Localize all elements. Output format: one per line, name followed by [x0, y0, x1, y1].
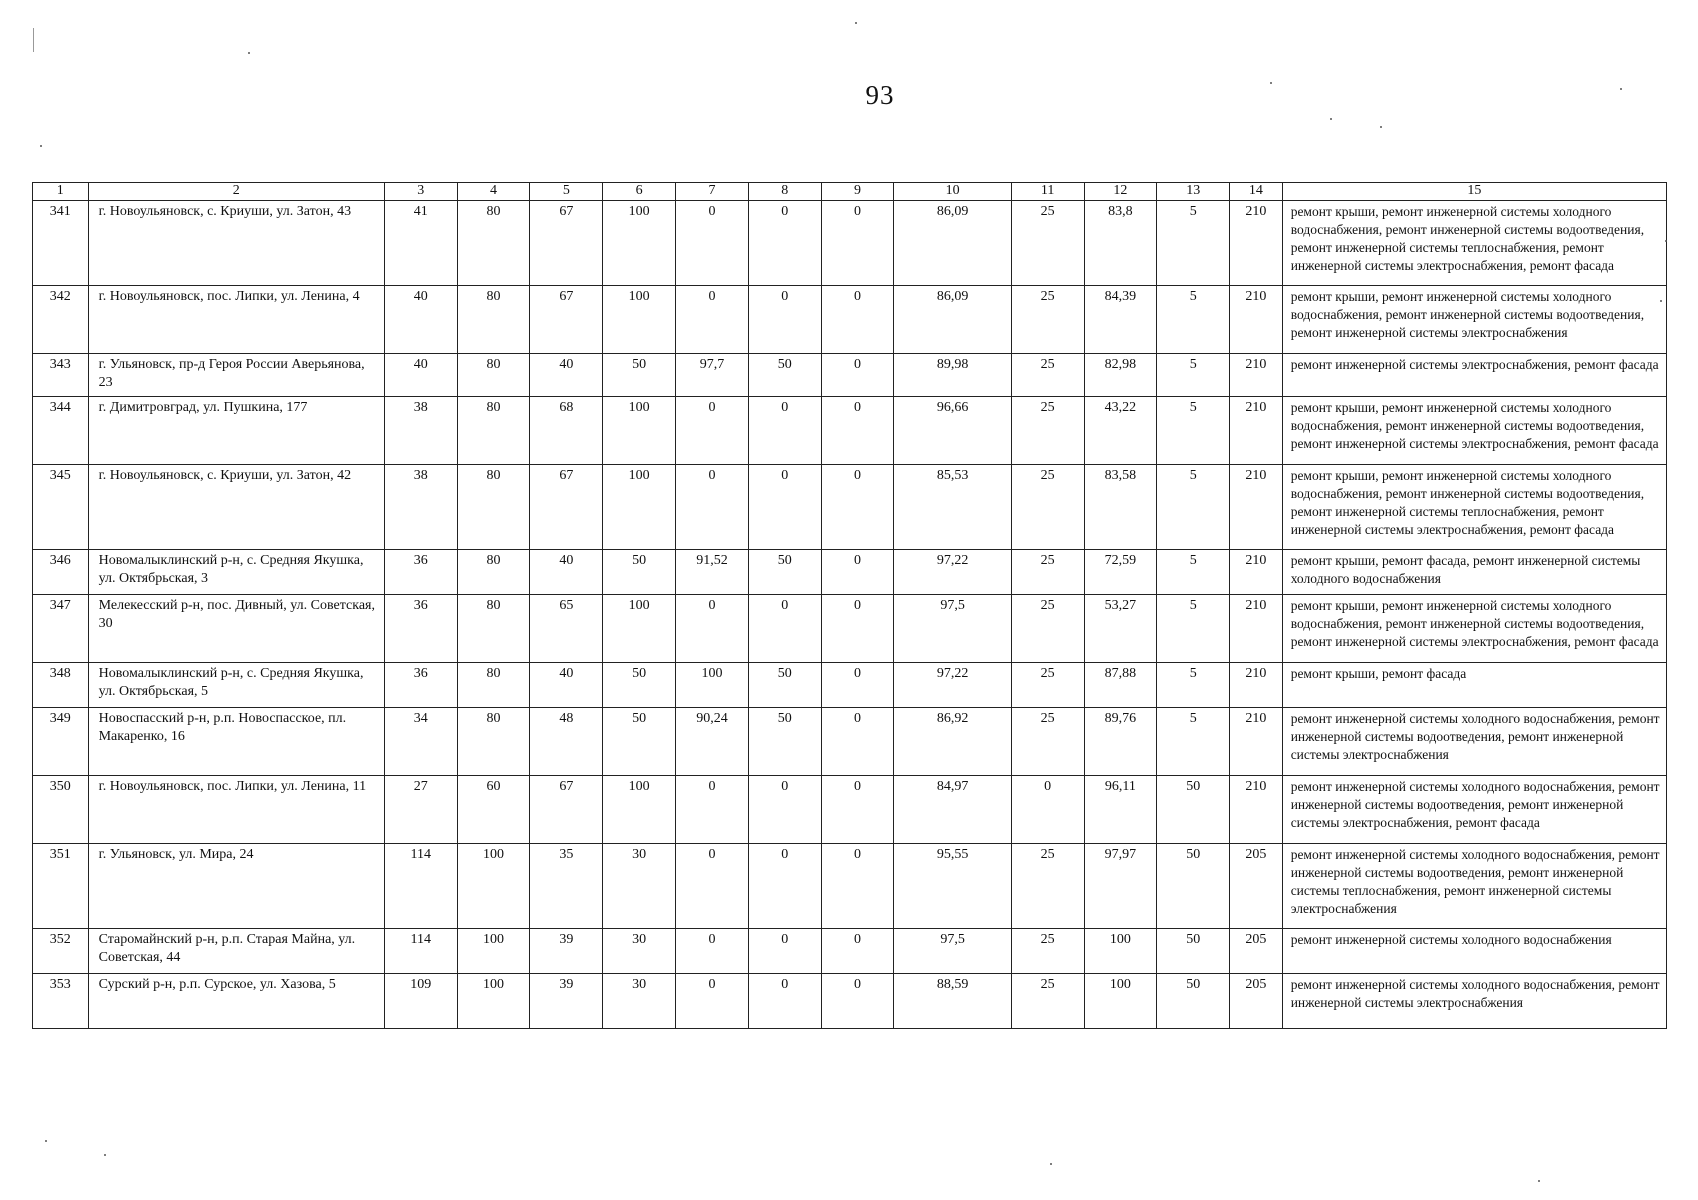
cell-col-8: 50: [748, 354, 821, 397]
cell-col-10: 88,59: [894, 974, 1011, 1029]
cell-col-13: 5: [1157, 465, 1230, 550]
cell-col-13: 50: [1157, 776, 1230, 844]
cell-col-7: 0: [676, 286, 749, 354]
cell-col-5: 68: [530, 397, 603, 465]
cell-col-12: 84,39: [1084, 286, 1157, 354]
cell-col-10: 95,55: [894, 844, 1011, 929]
cell-col-10: 86,92: [894, 708, 1011, 776]
column-header-7: 7: [676, 183, 749, 201]
cell-col-8: 0: [748, 844, 821, 929]
cell-col-4: 80: [457, 286, 530, 354]
cell-col-3: 34: [384, 708, 457, 776]
cell-col-11: 25: [1011, 465, 1084, 550]
table-row: [33, 595, 1667, 663]
cell-col-7: 0: [676, 844, 749, 929]
cell-col-11: 25: [1011, 844, 1084, 929]
cell-col-8: 0: [748, 776, 821, 844]
column-header-15: 15: [1282, 183, 1666, 201]
cell-col-3: 114: [384, 929, 457, 974]
table-row: [33, 465, 1667, 550]
cell-col-13: 5: [1157, 663, 1230, 708]
cell-col-8: 0: [748, 929, 821, 974]
cell-col-6: 100: [603, 465, 676, 550]
row-number-cell: 341: [33, 201, 89, 286]
address-cell: Новоспасский р-н, р.п. Новоспасское, пл. Макаренко, 16: [88, 708, 384, 776]
scan-speck: [1538, 1180, 1540, 1182]
row-number-cell: 349: [33, 708, 89, 776]
cell-col-7: 91,52: [676, 550, 749, 595]
cell-col-3: 27: [384, 776, 457, 844]
cell-col-9: 0: [821, 929, 894, 974]
table-row: [33, 286, 1667, 354]
column-header-4: 4: [457, 183, 530, 201]
scan-speck: [1380, 126, 1382, 128]
cell-col-5: 67: [530, 286, 603, 354]
address-cell: Новомалыклинский р-н, с. Средняя Якушка, ул. Октябрьская, 3: [88, 550, 384, 595]
table-row: [33, 354, 1667, 397]
cell-col-6: 30: [603, 929, 676, 974]
cell-col-13: 50: [1157, 844, 1230, 929]
address-cell: г. Новоульяновск, пос. Липки, ул. Ленина, 4: [88, 286, 384, 354]
table-body: [33, 201, 1667, 1029]
address-cell: г. Димитровград, ул. Пушкина, 177: [88, 397, 384, 465]
cell-col-6: 30: [603, 844, 676, 929]
scan-speck: [1050, 1163, 1052, 1165]
cell-col-7: 0: [676, 974, 749, 1029]
cell-col-12: 53,27: [1084, 595, 1157, 663]
column-header-11: 11: [1011, 183, 1084, 201]
cell-col-10: 85,53: [894, 465, 1011, 550]
cell-col-10: 84,97: [894, 776, 1011, 844]
cell-col-7: 0: [676, 776, 749, 844]
column-header-10: 10: [894, 183, 1011, 201]
works-list-cell: ремонт инженерной системы электроснабжения, ремонт фасада: [1282, 354, 1666, 397]
cell-col-11: 25: [1011, 708, 1084, 776]
cell-col-4: 80: [457, 708, 530, 776]
address-cell: Старомайнский р-н, р.п. Старая Майна, ул. Советская, 44: [88, 929, 384, 974]
cell-col-3: 36: [384, 550, 457, 595]
cell-col-10: 86,09: [894, 286, 1011, 354]
works-list-cell: ремонт крыши, ремонт инженерной системы холодного водоснабжения, ремонт инженерной системы водоотведения, ремонт инженерной системы теплоснабжения, ремонт инженерной системы электроснабжения, ремонт фасада: [1282, 201, 1666, 286]
cell-col-14: 210: [1230, 354, 1283, 397]
column-header-13: 13: [1157, 183, 1230, 201]
cell-col-11: 25: [1011, 354, 1084, 397]
cell-col-12: 100: [1084, 929, 1157, 974]
cell-col-10: 97,22: [894, 550, 1011, 595]
cell-col-5: 67: [530, 465, 603, 550]
cell-col-14: 210: [1230, 708, 1283, 776]
cell-col-10: 89,98: [894, 354, 1011, 397]
cell-col-12: 83,58: [1084, 465, 1157, 550]
cell-col-8: 0: [748, 397, 821, 465]
scan-speck: [45, 1140, 47, 1142]
address-cell: г. Ульяновск, ул. Мира, 24: [88, 844, 384, 929]
cell-col-13: 5: [1157, 397, 1230, 465]
cell-col-12: 83,8: [1084, 201, 1157, 286]
cell-col-13: 50: [1157, 974, 1230, 1029]
row-number-cell: 351: [33, 844, 89, 929]
cell-col-5: 48: [530, 708, 603, 776]
cell-col-4: 80: [457, 465, 530, 550]
cell-col-13: 5: [1157, 354, 1230, 397]
cell-col-10: 97,22: [894, 663, 1011, 708]
cell-col-12: 87,88: [1084, 663, 1157, 708]
column-header-8: 8: [748, 183, 821, 201]
cell-col-14: 205: [1230, 974, 1283, 1029]
cell-col-8: 50: [748, 663, 821, 708]
row-number-cell: 347: [33, 595, 89, 663]
cell-col-3: 41: [384, 201, 457, 286]
table-header-row: [33, 183, 1667, 201]
cell-col-3: 36: [384, 595, 457, 663]
cell-col-13: 5: [1157, 201, 1230, 286]
table-row: [33, 844, 1667, 929]
works-list-cell: ремонт инженерной системы холодного водоснабжения: [1282, 929, 1666, 974]
cell-col-4: 60: [457, 776, 530, 844]
scan-speck: [1270, 82, 1272, 84]
cell-col-11: 25: [1011, 286, 1084, 354]
works-list-cell: ремонт инженерной системы холодного водоснабжения, ремонт инженерной системы водоотведения, ремонт инженерной системы электроснабжения, ремонт фасада: [1282, 776, 1666, 844]
cell-col-5: 40: [530, 550, 603, 595]
cell-col-9: 0: [821, 354, 894, 397]
cell-col-4: 80: [457, 354, 530, 397]
data-table: [32, 182, 1667, 1029]
table-row: [33, 550, 1667, 595]
address-cell: г. Новоульяновск, пос. Липки, ул. Ленина, 11: [88, 776, 384, 844]
cell-col-10: 97,5: [894, 929, 1011, 974]
cell-col-9: 0: [821, 286, 894, 354]
column-header-9: 9: [821, 183, 894, 201]
column-header-12: 12: [1084, 183, 1157, 201]
cell-col-11: 0: [1011, 776, 1084, 844]
cell-col-14: 210: [1230, 595, 1283, 663]
cell-col-7: 90,24: [676, 708, 749, 776]
scan-speck: [40, 145, 42, 147]
cell-col-4: 100: [457, 844, 530, 929]
cell-col-8: 0: [748, 201, 821, 286]
cell-col-9: 0: [821, 663, 894, 708]
table-row: [33, 929, 1667, 974]
table-row: [33, 708, 1667, 776]
cell-col-14: 205: [1230, 844, 1283, 929]
cell-col-14: 210: [1230, 286, 1283, 354]
cell-col-6: 100: [603, 201, 676, 286]
works-list-cell: ремонт инженерной системы холодного водоснабжения, ремонт инженерной системы водоотведения, ремонт инженерной системы электроснабжения: [1282, 708, 1666, 776]
cell-col-8: 0: [748, 974, 821, 1029]
scan-speck: [1620, 88, 1622, 90]
row-number-cell: 345: [33, 465, 89, 550]
cell-col-14: 210: [1230, 550, 1283, 595]
cell-col-5: 40: [530, 354, 603, 397]
row-number-cell: 342: [33, 286, 89, 354]
cell-col-11: 25: [1011, 595, 1084, 663]
cell-col-14: 210: [1230, 663, 1283, 708]
page-number: 93: [865, 80, 895, 110]
cell-col-9: 0: [821, 397, 894, 465]
cell-col-9: 0: [821, 595, 894, 663]
works-list-cell: ремонт крыши, ремонт инженерной системы холодного водоснабжения, ремонт инженерной системы водоотведения, ремонт инженерной системы теплоснабжения, ремонт инженерной системы электроснабжения, ремонт фасада: [1282, 465, 1666, 550]
cell-col-12: 100: [1084, 974, 1157, 1029]
scan-speck: [855, 22, 857, 24]
cell-col-4: 80: [457, 663, 530, 708]
table-row: [33, 776, 1667, 844]
cell-col-9: 0: [821, 465, 894, 550]
cell-col-5: 39: [530, 974, 603, 1029]
cell-col-4: 80: [457, 201, 530, 286]
cell-col-6: 100: [603, 286, 676, 354]
cell-col-11: 25: [1011, 663, 1084, 708]
cell-col-6: 100: [603, 776, 676, 844]
cell-col-11: 25: [1011, 929, 1084, 974]
cell-col-3: 114: [384, 844, 457, 929]
table-row: [33, 974, 1667, 1029]
cell-col-8: 0: [748, 465, 821, 550]
column-header-5: 5: [530, 183, 603, 201]
cell-col-11: 25: [1011, 974, 1084, 1029]
cell-col-5: 67: [530, 201, 603, 286]
cell-col-14: 210: [1230, 397, 1283, 465]
cell-col-11: 25: [1011, 397, 1084, 465]
cell-col-13: 5: [1157, 595, 1230, 663]
cell-col-3: 36: [384, 663, 457, 708]
address-cell: Сурский р-н, р.п. Сурское, ул. Хазова, 5: [88, 974, 384, 1029]
cell-col-8: 0: [748, 286, 821, 354]
works-list-cell: ремонт крыши, ремонт фасада, ремонт инженерной системы холодного водоснабжения: [1282, 550, 1666, 595]
cell-col-8: 50: [748, 708, 821, 776]
cell-col-4: 80: [457, 397, 530, 465]
cell-col-12: 89,76: [1084, 708, 1157, 776]
cell-col-7: 0: [676, 929, 749, 974]
scan-edge-mark: [33, 28, 34, 52]
cell-col-6: 30: [603, 974, 676, 1029]
cell-col-4: 100: [457, 974, 530, 1029]
cell-col-10: 86,09: [894, 201, 1011, 286]
works-list-cell: ремонт крыши, ремонт инженерной системы холодного водоснабжения, ремонт инженерной системы водоотведения, ремонт инженерной системы электроснабжения, ремонт фасада: [1282, 397, 1666, 465]
column-header-14: 14: [1230, 183, 1283, 201]
cell-col-11: 25: [1011, 201, 1084, 286]
address-cell: г. Новоульяновск, с. Криуши, ул. Затон, 42: [88, 465, 384, 550]
cell-col-8: 50: [748, 550, 821, 595]
cell-col-12: 97,97: [1084, 844, 1157, 929]
cell-col-7: 0: [676, 397, 749, 465]
cell-col-12: 82,98: [1084, 354, 1157, 397]
scan-speck: [1660, 300, 1662, 302]
cell-col-4: 100: [457, 929, 530, 974]
column-header-1: 1: [33, 183, 89, 201]
cell-col-5: 35: [530, 844, 603, 929]
cell-col-9: 0: [821, 844, 894, 929]
cell-col-12: 96,11: [1084, 776, 1157, 844]
cell-col-7: 97,7: [676, 354, 749, 397]
scan-speck: [104, 1154, 106, 1156]
table-row: [33, 663, 1667, 708]
works-list-cell: ремонт крыши, ремонт фасада: [1282, 663, 1666, 708]
cell-col-13: 5: [1157, 708, 1230, 776]
cell-col-12: 43,22: [1084, 397, 1157, 465]
cell-col-3: 40: [384, 354, 457, 397]
scan-speck: [1665, 240, 1667, 242]
cell-col-5: 40: [530, 663, 603, 708]
cell-col-6: 100: [603, 595, 676, 663]
cell-col-13: 50: [1157, 929, 1230, 974]
scan-speck: [1330, 118, 1332, 120]
row-number-cell: 350: [33, 776, 89, 844]
cell-col-14: 210: [1230, 776, 1283, 844]
cell-col-7: 0: [676, 595, 749, 663]
row-number-cell: 353: [33, 974, 89, 1029]
cell-col-9: 0: [821, 201, 894, 286]
cell-col-3: 38: [384, 397, 457, 465]
cell-col-4: 80: [457, 595, 530, 663]
cell-col-7: 0: [676, 465, 749, 550]
cell-col-6: 50: [603, 550, 676, 595]
cell-col-6: 50: [603, 708, 676, 776]
works-list-cell: ремонт инженерной системы холодного водоснабжения, ремонт инженерной системы электроснабжения: [1282, 974, 1666, 1029]
cell-col-5: 39: [530, 929, 603, 974]
cell-col-4: 80: [457, 550, 530, 595]
address-cell: г. Новоульяновск, с. Криуши, ул. Затон, 43: [88, 201, 384, 286]
cell-col-10: 97,5: [894, 595, 1011, 663]
cell-col-13: 5: [1157, 286, 1230, 354]
cell-col-9: 0: [821, 974, 894, 1029]
cell-col-7: 100: [676, 663, 749, 708]
cell-col-13: 5: [1157, 550, 1230, 595]
column-header-3: 3: [384, 183, 457, 201]
cell-col-8: 0: [748, 595, 821, 663]
cell-col-11: 25: [1011, 550, 1084, 595]
cell-col-9: 0: [821, 708, 894, 776]
cell-col-12: 72,59: [1084, 550, 1157, 595]
cell-col-10: 96,66: [894, 397, 1011, 465]
row-number-cell: 344: [33, 397, 89, 465]
row-number-cell: 343: [33, 354, 89, 397]
cell-col-9: 0: [821, 776, 894, 844]
column-header-2: 2: [88, 183, 384, 201]
cell-col-3: 109: [384, 974, 457, 1029]
column-header-6: 6: [603, 183, 676, 201]
address-cell: г. Ульяновск, пр-д Героя России Аверьянова, 23: [88, 354, 384, 397]
row-number-cell: 348: [33, 663, 89, 708]
cell-col-14: 210: [1230, 201, 1283, 286]
cell-col-14: 205: [1230, 929, 1283, 974]
cell-col-9: 0: [821, 550, 894, 595]
address-cell: Мелекесский р-н, пос. Дивный, ул. Советская, 30: [88, 595, 384, 663]
cell-col-6: 50: [603, 663, 676, 708]
scan-speck: [248, 52, 250, 54]
cell-col-5: 65: [530, 595, 603, 663]
works-list-cell: ремонт инженерной системы холодного водоснабжения, ремонт инженерной системы водоотведения, ремонт инженерной системы теплоснабжения, ремонт инженерной системы электроснабжения: [1282, 844, 1666, 929]
table-row: [33, 201, 1667, 286]
cell-col-14: 210: [1230, 465, 1283, 550]
row-number-cell: 346: [33, 550, 89, 595]
cell-col-7: 0: [676, 201, 749, 286]
cell-col-6: 100: [603, 397, 676, 465]
cell-col-5: 67: [530, 776, 603, 844]
table-row: [33, 397, 1667, 465]
works-list-cell: ремонт крыши, ремонт инженерной системы холодного водоснабжения, ремонт инженерной системы водоотведения, ремонт инженерной системы электроснабжения: [1282, 286, 1666, 354]
row-number-cell: 352: [33, 929, 89, 974]
cell-col-6: 50: [603, 354, 676, 397]
works-list-cell: ремонт крыши, ремонт инженерной системы холодного водоснабжения, ремонт инженерной системы водоотведения, ремонт инженерной системы электроснабжения, ремонт фасада: [1282, 595, 1666, 663]
address-cell: Новомалыклинский р-н, с. Средняя Якушка, ул. Октябрьская, 5: [88, 663, 384, 708]
cell-col-3: 40: [384, 286, 457, 354]
cell-col-3: 38: [384, 465, 457, 550]
